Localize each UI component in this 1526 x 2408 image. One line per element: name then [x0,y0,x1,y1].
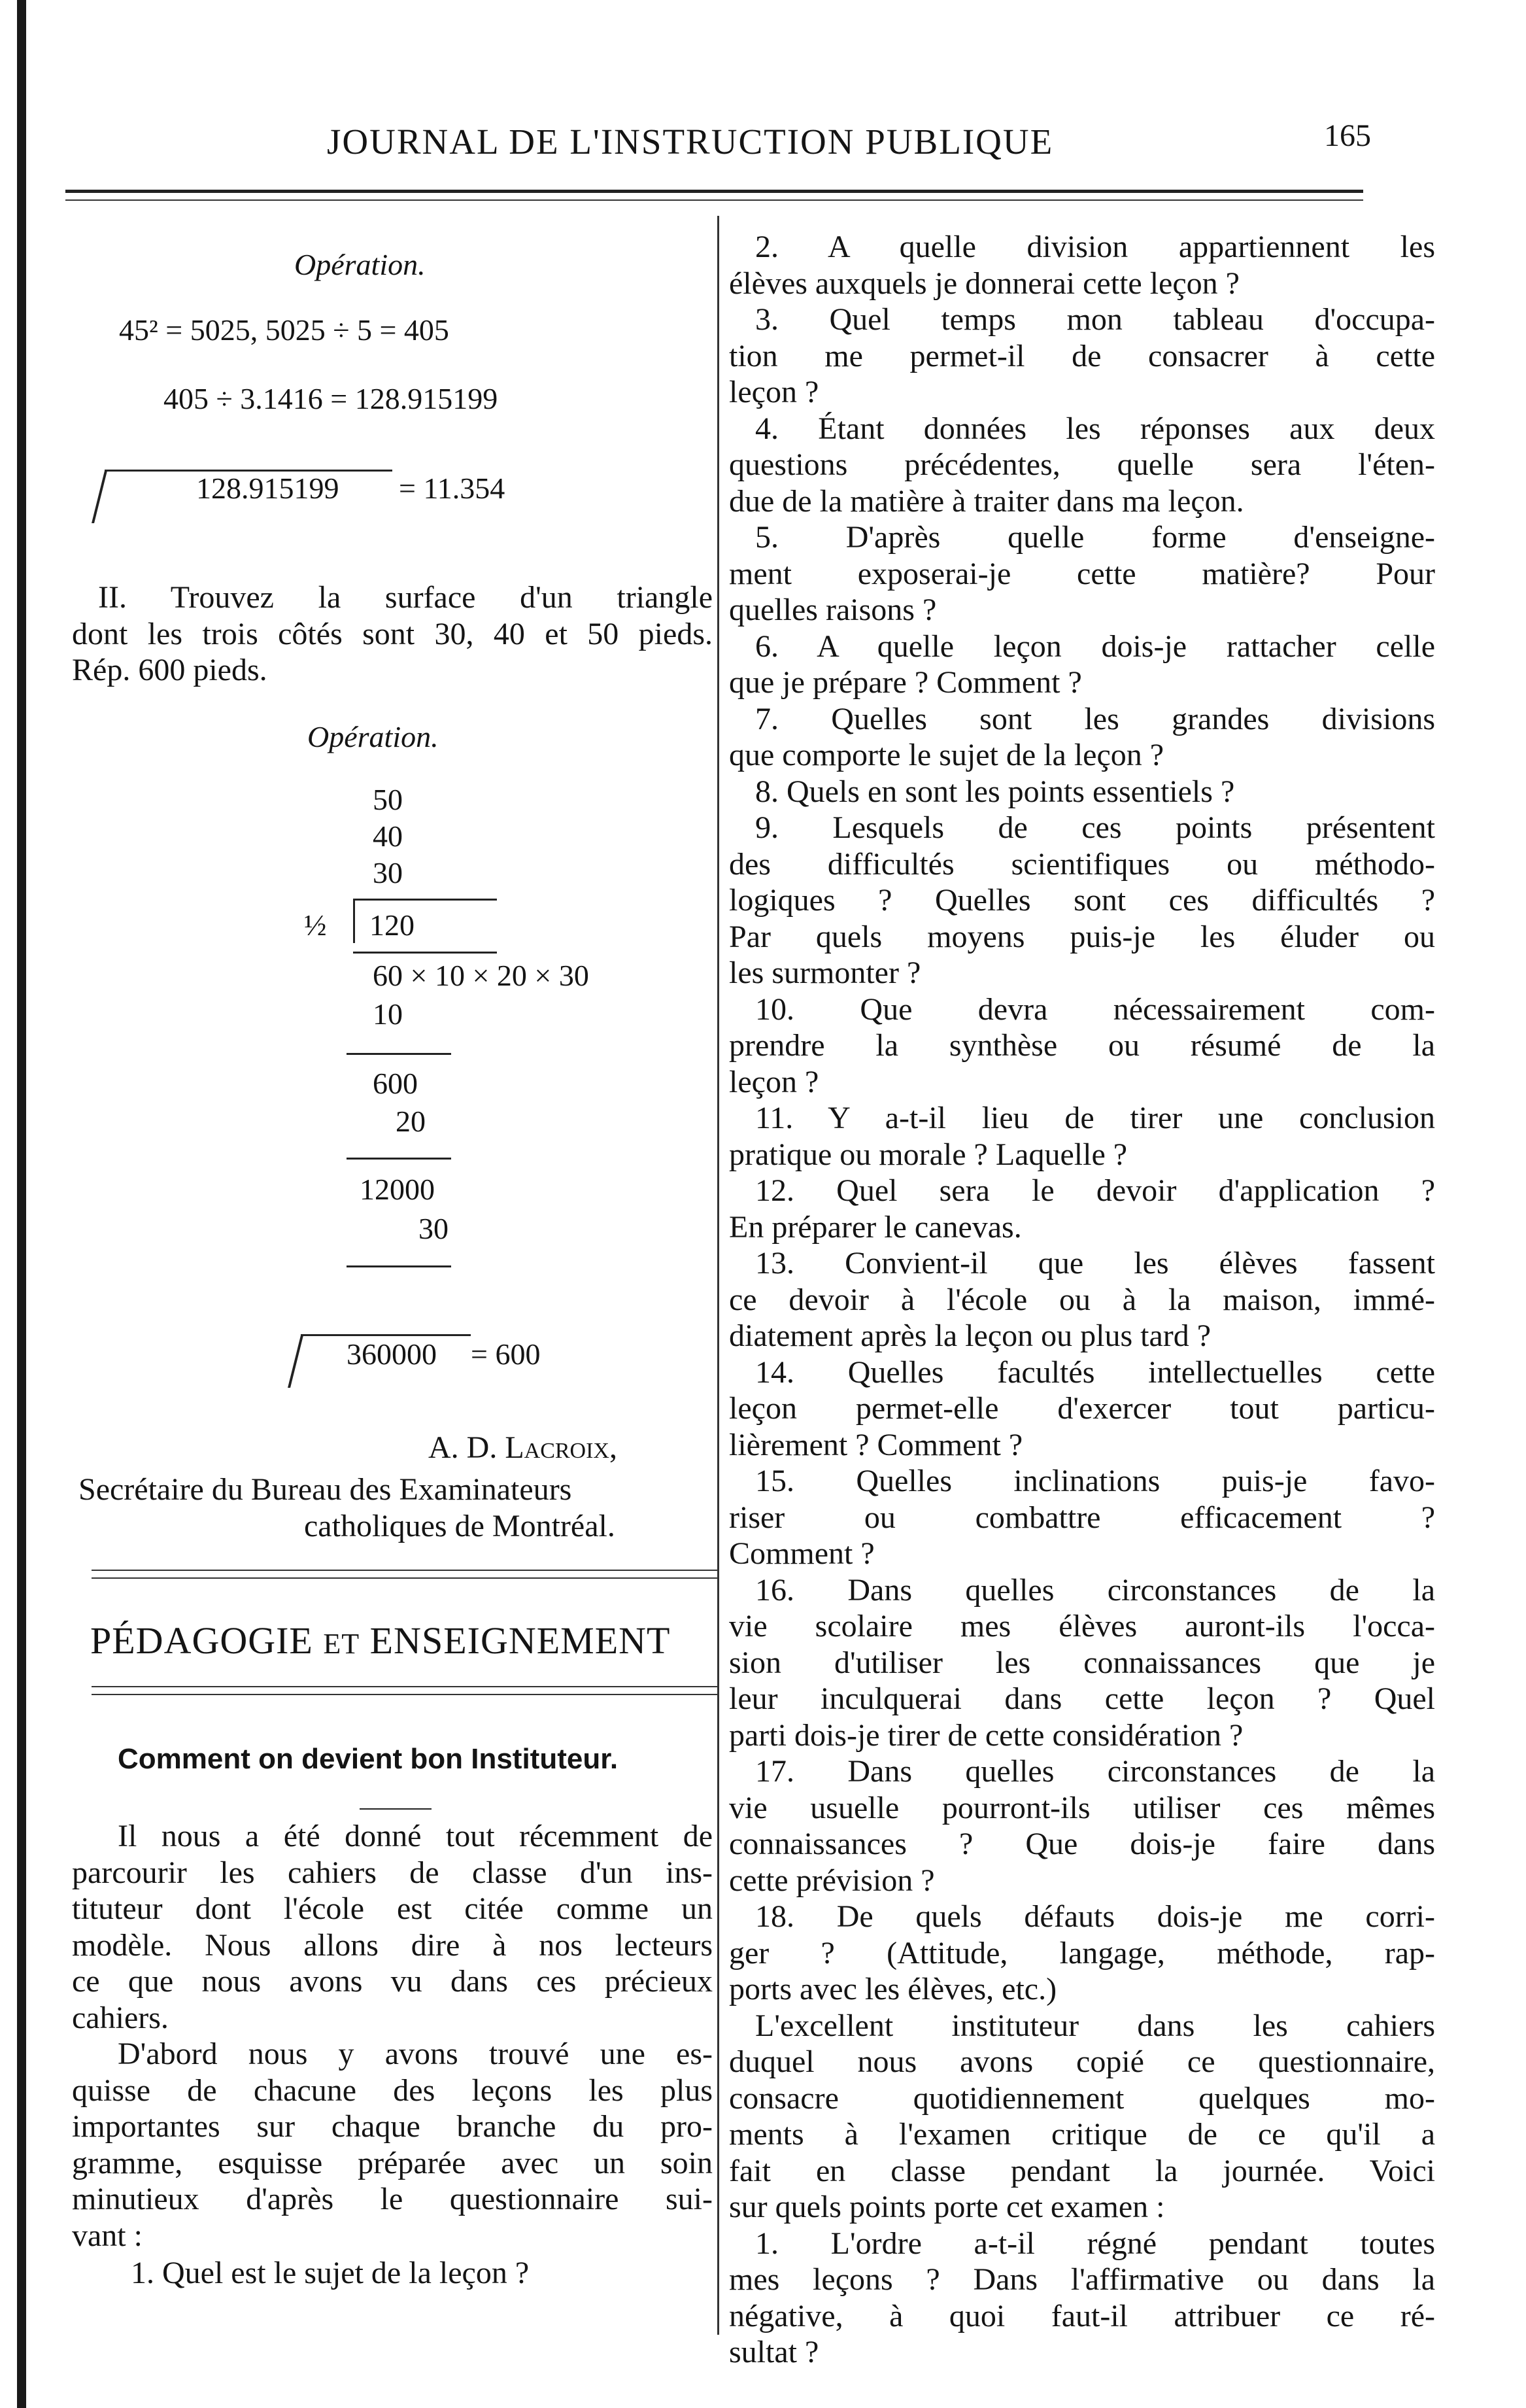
text-line: 6. A quelle leçon dois-je rattacher celle [755,628,1435,664]
text-line: modèle. Nous allons dire à nos lecteurs [72,1927,713,1963]
number-120: 120 [369,908,415,942]
text-line: 11. Y a-t-il lieu de tirer une conclusion [755,1101,1435,1135]
text-line: leur inculquerai dans cette leçon ? Quel [729,1681,1435,1716]
text-line: sultat ? [729,2335,819,2369]
sqrt-sign [92,471,107,523]
text-line: En préparer le canevas. [729,1209,1022,1245]
text-line: 14. Quelles facultés intellectuelles cette [755,1354,1435,1390]
text-line: négative, à quoi faut-il attribuer ce ré- [729,2298,1435,2333]
equation-1: 45² = 5025, 5025 ÷ 5 = 405 [119,313,449,347]
article-paragraph [72,1818,713,2036]
section-rule [92,1570,719,1571]
text-line: 18. De quels défauts dois-je me corri- [755,1899,1435,1934]
mult-rule [347,1053,451,1055]
text-line: pratique ou morale ? Laquelle ? [729,1137,1128,1172]
text-line: les surmonter ? [729,955,921,990]
text-line: 17. Dans quelles circonstances de la [755,1754,1435,1789]
text-line: élèves auxquels je donnerai cette leçon ? [729,266,1240,301]
text-line: Rép. 600 pieds. [72,653,267,687]
signature-title: Secrétaire du Bureau des Examinateurs [78,1472,572,1507]
text-line: 10. Que devra nécessairement com- [755,991,1435,1027]
text-line: 12. Quel sera le devoir d'application ? [755,1173,1435,1208]
text-line: dont les trois côtés sont 30, 40 et 50 pieds. [72,616,713,651]
section-rule [92,1577,719,1579]
question-1: 1. Quel est le sujet de la leçon ? [131,2256,530,2290]
signature-place: catholiques de Montréal. [304,1509,615,1543]
text-line: cahiers. [72,2000,169,2035]
sqrt-bar [301,1334,471,1336]
binding-edge [17,0,26,2408]
text-line: que comporte le sujet de la leçon ? [729,738,1164,772]
article-paragraph [72,2036,713,2254]
text-line: parcourir les cahiers de classe d'un ins- [72,1855,713,1890]
text-line: lièrement ? Comment ? [729,1427,1023,1462]
sqrt-result: = 600 [471,1337,541,1371]
text-line: ments à l'examen critique de ce qu'il a [729,2117,1435,2152]
text-line: Comment ? [729,1536,875,1571]
section-title-part: ET [323,1628,360,1660]
sqrt-result: = 11.354 [399,472,505,505]
text-line: leçon ? [729,375,819,409]
text-line: logiques ? Quelles sont ces difficultés ? [729,883,1435,918]
text-line: II. Trouvez la surface d'un triangle [98,580,713,615]
number-20: 20 [396,1105,426,1138]
text-line: gramme, esquisse préparée avec un soin [72,2145,713,2180]
number-30b: 30 [418,1212,449,1245]
header-rule [65,190,1363,193]
text-line: vie scolaire mes élèves auront-ils l'occa- [729,1609,1435,1643]
text-line: 8. Quels en sont les points essentiels ? [755,774,1235,809]
text-line: ment exposerai-je cette matière? Pour [729,556,1435,591]
section-rule [92,1694,719,1695]
text-line: quisse de chacune des leçons les plus [72,2073,713,2108]
text-line: importantes sur chaque branche du pro- [72,2109,713,2144]
questionnaire [729,229,1435,2371]
text-line: 4. Étant données les réponses aux deux [755,411,1435,446]
text-line: 13. Convient-il que les élèves fassent [755,1246,1435,1281]
sqrt-argument: 360000 [347,1337,437,1371]
sqrt-sign [288,1335,303,1388]
text-line: quelles raisons ? [729,593,937,627]
product-line: 60 × 10 × 20 × 30 [373,959,589,992]
number-10: 10 [373,997,403,1031]
number-600: 600 [373,1067,418,1100]
signature-name: A. D. Lacroix, [428,1430,617,1465]
text-line: tion me permet-il de consacrer à cette [729,338,1435,373]
text-line: 2. A quelle division appartiennent les [755,230,1435,264]
text-line: due de la matière à traiter dans ma leçon. [729,483,1244,519]
operation-heading: Opération. [294,248,426,281]
text-line: minutieux d'après le questionnaire sui- [72,2182,713,2216]
text-line: des difficultés scientifiques ou méthodo- [729,846,1435,882]
text-line: Il nous a été donné tout récemment de [118,1819,713,1853]
text-line: prendre la synthèse ou résumé de la [729,1028,1435,1063]
mult-rule [347,1158,451,1160]
text-line: leçon ? [729,1064,819,1099]
text-line: tituteur dont l'école est citée comme un [72,1891,713,1926]
text-line: connaissances ? Que dois-je faire dans [729,1827,1435,1861]
text-line: D'abord nous y avons trouvé une es- [118,2037,713,2071]
operation-heading: Opération. [307,720,439,753]
text-line: duquel nous avons copié ce questionnaire, [729,2044,1435,2079]
text-line: mes leçons ? Dans l'affirmative ou dans la [729,2262,1435,2297]
mult-rule [347,1265,451,1267]
title-rule [360,1808,432,1810]
text-line: consacre quotidiennement quelques mo- [729,2080,1435,2116]
number-50: 50 [373,783,403,816]
text-line: sur quels points porte cet examen : [729,2190,1165,2224]
number-40: 40 [373,819,403,853]
text-line: sion d'utiliser les connaissances que je [729,1645,1435,1680]
text-line: ger ? (Attitude, langage, méthode, rap- [729,1935,1435,1970]
text-line: 5. D'après quelle forme d'enseigne- [755,520,1435,555]
section-title [90,1619,670,1662]
text-line: questions précédentes, quelle sera l'éten- [729,447,1435,482]
number-30: 30 [373,856,403,889]
text-line: 16. Dans quelles circonstances de la [755,1572,1435,1608]
text-line: riser ou combattre efficacement ? [729,1500,1435,1535]
number-12000: 12000 [360,1173,435,1206]
text-line: 1. L'ordre a-t-il régné pendant toutes [755,2226,1435,2261]
page-number: 165 [1324,118,1371,153]
text-line: parti dois-je tirer de cette considération ? [729,1717,1244,1753]
section-title-part: ENSEIGNEMENT [360,1619,671,1662]
text-line: cette prévision ? [729,1863,935,1898]
sqrt-argument: 128.915199 [196,472,339,505]
column-divider [717,216,719,2335]
equation-2: 405 ÷ 3.1416 = 128.915199 [163,382,498,415]
text-line: ce que nous avons vu dans ces précieux [72,1964,713,1999]
text-line: ce devoir à l'école ou à la maison, immé- [729,1282,1435,1317]
text-line: vie usuelle pourront-ils utiliser ces mêmes [729,1790,1435,1825]
text-line: fait en classe pendant la journée. Voici [729,2153,1435,2188]
text-line: 7. Quelles sont les grandes divisions [755,701,1435,736]
text-line: vant : [72,2218,143,2253]
journal-title: JOURNAL DE L'INSTRUCTION PUBLIQUE [327,122,1054,162]
text-line: leçon permet-elle d'exercer tout particu- [729,1391,1435,1426]
section-rule [92,1686,719,1687]
text-line: L'excellent instituteur dans les cahiers [755,2008,1435,2043]
text-line: 3. Quel temps mon tableau d'occupa- [755,302,1435,337]
division-rule [353,952,497,954]
text-line: que je prépare ? Comment ? [729,665,1082,700]
division-bar [353,899,355,943]
text-line: ports avec les élèves, etc.) [729,1972,1057,2006]
sum-rule [353,899,497,901]
header-rule-thin [65,199,1363,201]
text-line: 9. Lesquels de ces points présentent [755,810,1435,845]
half-fraction: ½ [304,908,327,942]
section-title-part: PÉDAGOGIE [90,1619,324,1662]
problem-2 [72,579,713,689]
text-line: 15. Quelles inclinations puis-je favo- [755,1464,1435,1498]
article-title: Comment on devient bon Instituteur. [118,1743,619,1775]
text-line: Par quels moyens puis-je les éluder ou [729,919,1435,954]
text-line: diatement après la leçon ou plus tard ? [729,1318,1212,1353]
